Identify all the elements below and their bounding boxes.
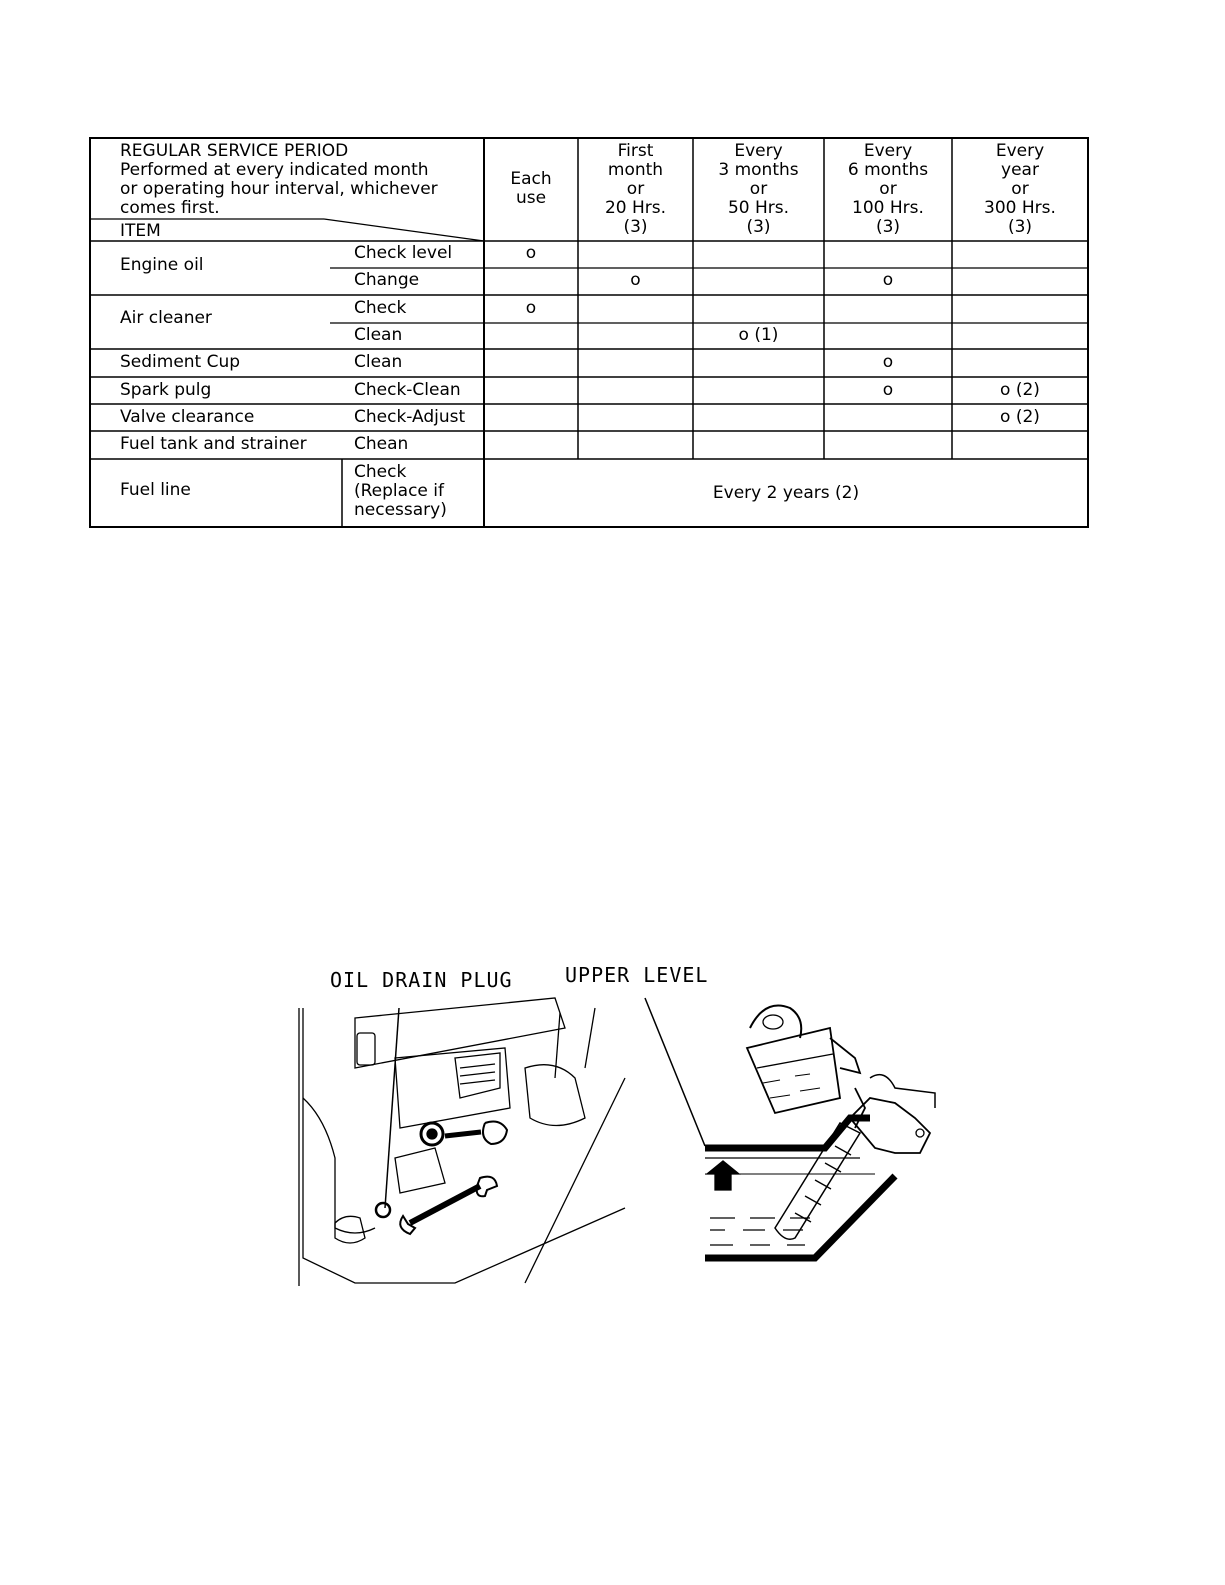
engine-oil-drawing (295, 958, 955, 1290)
item-column-label: ITEM (120, 221, 161, 241)
action-sediment-clean: Clean (354, 352, 403, 372)
action-clean: Clean (354, 325, 403, 345)
column-header-year: Every year or 300 Hrs. (3) (984, 141, 1056, 237)
action-check-level: Check level (354, 243, 453, 263)
mark-engine-oil-change-first-month: o (630, 270, 641, 290)
maintenance-schedule-table (89, 137, 1089, 528)
mark-engine-oil-change-6-months: o (882, 270, 894, 290)
service-period-heading: REGULAR SERVICE PERIOD Performed at every indicated month or operating hour interval, whichever comes first. (120, 141, 438, 218)
item-air-cleaner: Air cleaner (120, 308, 212, 328)
column-header-3-months: Every 3 months or 50 Hrs. (3) (718, 141, 799, 237)
column-header-6-months: Every 6 months or 100 Hrs. (3) (847, 141, 929, 237)
action-check-clean: Check-Clean (354, 380, 461, 400)
action-check: Check (354, 298, 407, 318)
action-change: Change (354, 270, 420, 290)
fuel-line-interval: Every 2 years (2) (712, 483, 860, 503)
oil-drain-illustration (295, 958, 955, 1290)
item-sediment-cup: Sediment Cup (120, 352, 241, 372)
item-engine-oil: Engine oil (120, 255, 204, 275)
item-fuel-tank: Fuel tank and strainer (120, 434, 307, 454)
action-chean: Chean (354, 434, 409, 454)
item-fuel-line: Fuel line (120, 480, 191, 500)
column-header-each-use: Each use (510, 169, 552, 208)
upper-level-label: UPPER LEVEL (565, 963, 709, 987)
item-valve-clearance: Valve clearance (120, 407, 255, 427)
item-spark-plug: Spark pulg (120, 380, 212, 400)
mark-air-cleaner-check-each-use: o (525, 298, 537, 318)
action-check-adjust: Check-Adjust (354, 407, 466, 427)
mark-spark-plug-6-months: o (882, 380, 894, 400)
mark-sediment-cup-6-months: o (882, 352, 894, 372)
mark-air-cleaner-clean-3-months: o (1) (738, 325, 779, 345)
mark-engine-oil-check-each-use: o (525, 243, 537, 263)
mark-valve-clearance-year: o (2) (1000, 407, 1040, 427)
action-fuel-line-check: Check (Replace if necessary) (354, 462, 447, 520)
column-header-first-month: First month or 20 Hrs. (3) (604, 141, 667, 237)
oil-drain-plug-label: OIL DRAIN PLUG (330, 968, 513, 992)
mark-spark-plug-year: o (2) (1000, 380, 1040, 400)
